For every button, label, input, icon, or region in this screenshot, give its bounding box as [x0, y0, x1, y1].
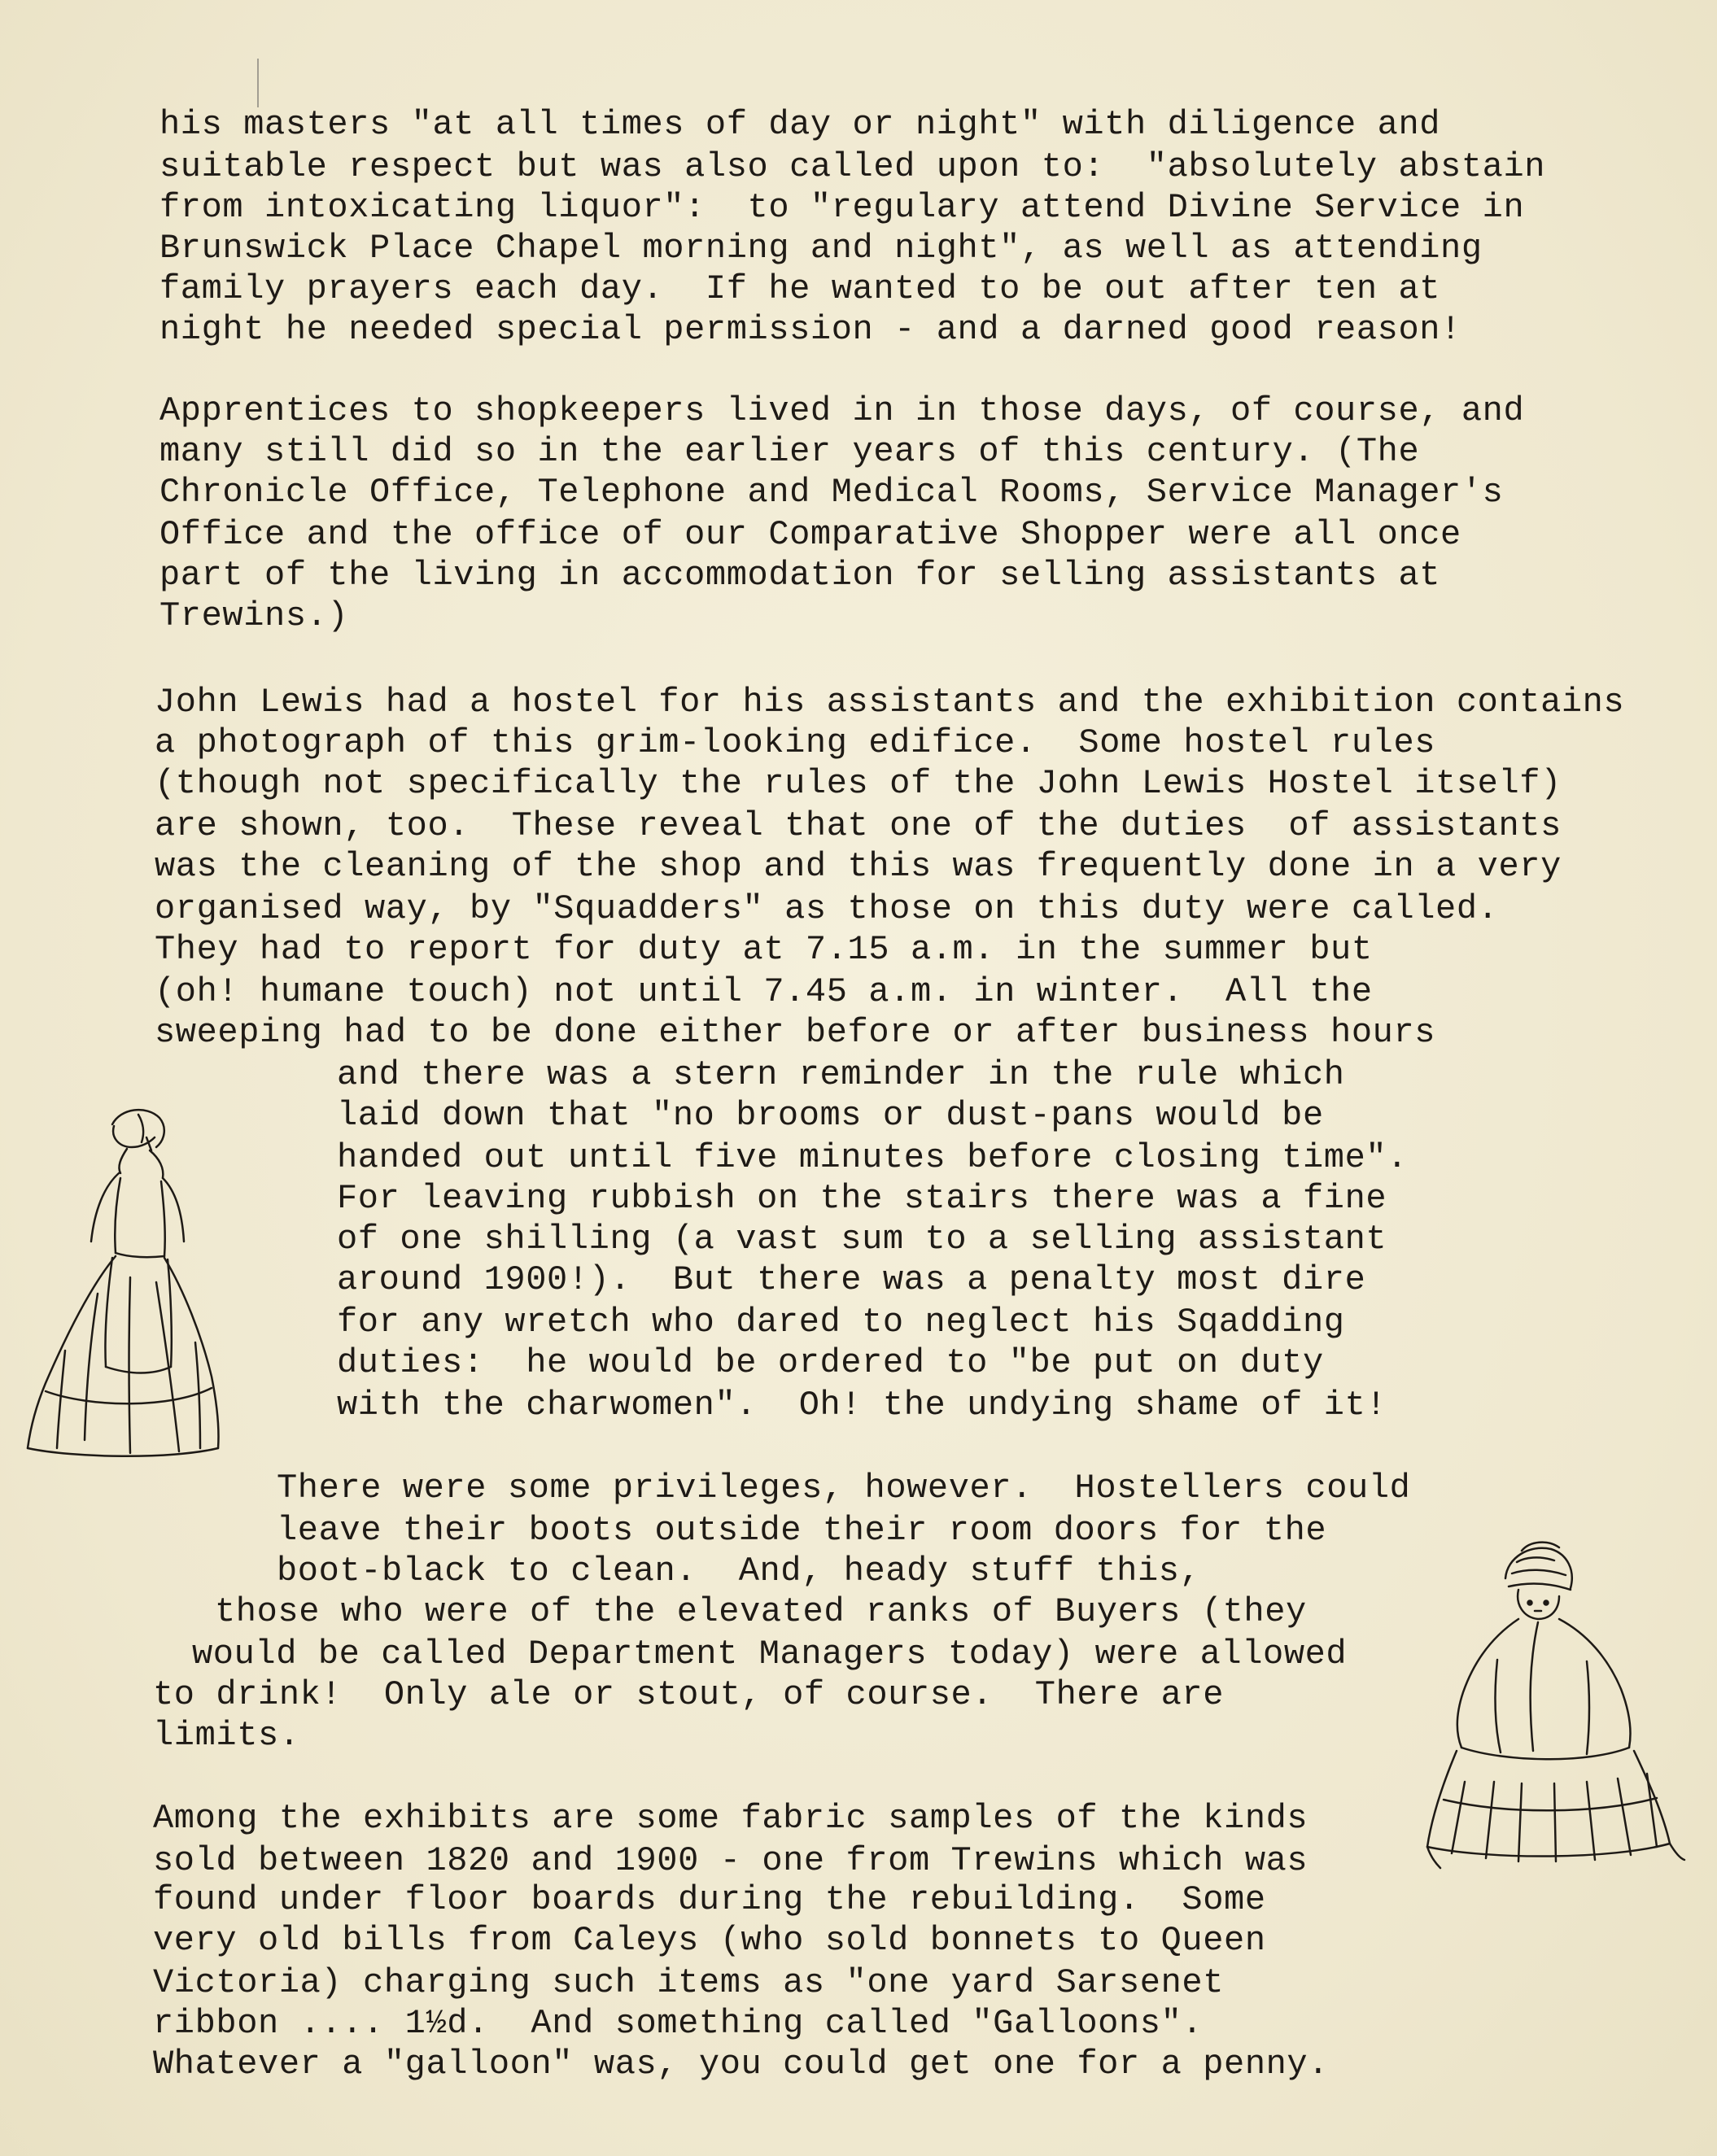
text-line: those who were of the elevated ranks of Buyers (they: [215, 1592, 1307, 1631]
text-line: (oh! humane touch) not until 7.45 a.m. in winter. All the: [155, 972, 1373, 1011]
text-line: They had to report for duty at 7.15 a.m. in the summer but: [155, 930, 1373, 969]
text-line: Apprentices to shopkeepers lived in in those days, of course, and: [159, 391, 1525, 430]
text-line: part of the living in accommodation for selling assistants at: [159, 556, 1441, 595]
text-line: boot-black to clean. And, heady stuff this,: [277, 1552, 1201, 1591]
text-line: many still did so in the earlier years of this century. (The: [159, 432, 1420, 471]
text-line: sold between 1820 and 1900 - one from Trewins which was: [153, 1841, 1309, 1880]
text-line: night he needed special permission - and a darned good reason!: [159, 310, 1461, 349]
text-line: suitable respect but was also called upon to: "absolutely abstain: [159, 147, 1546, 186]
text-line: sweeping had to be done either before or after business hours: [155, 1013, 1436, 1052]
text-line: for any wretch who dared to neglect his Sqadding: [337, 1303, 1345, 1342]
text-line: John Lewis had a hostel for his assistants and the exhibition contains: [155, 683, 1625, 722]
text-line: Victoria) charging such items as "one yard Sarsenet: [153, 1963, 1225, 2002]
text-line: found under floor boards during the rebuilding. Some: [153, 1880, 1266, 1919]
text-line: organised way, by "Squadders" as those on this duty were called.: [155, 889, 1499, 928]
text-line: of one shilling (a vast sum to a selling assistant: [337, 1220, 1387, 1259]
victorian-woman-sketch-left: [16, 1090, 236, 1473]
text-line: his masters "at all times of day or night" with diligence and: [159, 105, 1441, 144]
text-line: was the cleaning of the shop and this was frequently done in a very: [155, 847, 1562, 886]
text-line: There were some privileges, however. Hostellers could: [277, 1469, 1411, 1508]
text-line: family prayers each day. If he wanted to be out after ten at: [159, 269, 1441, 308]
margin-mark: [257, 59, 259, 107]
text-line: duties: he would be ordered to "be put on duty: [337, 1343, 1324, 1382]
text-line: ribbon .... 1½d. And something called "Galloons".: [153, 2004, 1204, 2043]
text-line: handed out until five minutes before closing time".: [337, 1138, 1409, 1177]
text-line: Chronicle Office, Telephone and Medical Rooms, Service Manager's: [159, 473, 1504, 512]
text-line: Brunswick Place Chapel morning and night", as well as attending: [159, 229, 1483, 268]
text-line: around 1900!). But there was a penalty most dire: [337, 1260, 1366, 1299]
text-line: would be called Department Managers today) were allowed: [192, 1634, 1348, 1674]
text-line: to drink! Only ale or stout, of course. There are: [153, 1675, 1225, 1714]
text-line: are shown, too. These reveal that one of the duties of assistants: [155, 806, 1562, 845]
text-line: Among the exhibits are some fabric samples of the kinds: [153, 1799, 1309, 1838]
text-line: laid down that "no brooms or dust-pans would be: [337, 1096, 1324, 1135]
victorian-woman-sketch-right: [1416, 1538, 1693, 1879]
text-line: and there was a stern reminder in the rule which: [337, 1055, 1345, 1094]
text-line: from intoxicating liquor": to "regulary attend Divine Service in: [159, 188, 1525, 227]
text-line: For leaving rubbish on the stairs there was a fine: [337, 1179, 1387, 1218]
text-line: Trewins.): [159, 596, 349, 635]
text-line: Whatever a "galloon" was, you could get one for a penny.: [153, 2045, 1330, 2084]
text-line: (though not specifically the rules of the John Lewis Hostel itself): [155, 764, 1562, 803]
text-line: Office and the office of our Comparative Shopper were all once: [159, 515, 1461, 554]
text-line: limits.: [153, 1716, 300, 1755]
text-line: a photograph of this grim-looking edifice. Some hostel rules: [155, 723, 1436, 762]
text-line: very old bills from Caleys (who sold bonnets to Queen: [153, 1921, 1266, 1960]
text-line: with the charwomen". Oh! the undying shame of it!: [337, 1386, 1387, 1425]
text-line: leave their boots outside their room doors for the: [277, 1511, 1327, 1550]
